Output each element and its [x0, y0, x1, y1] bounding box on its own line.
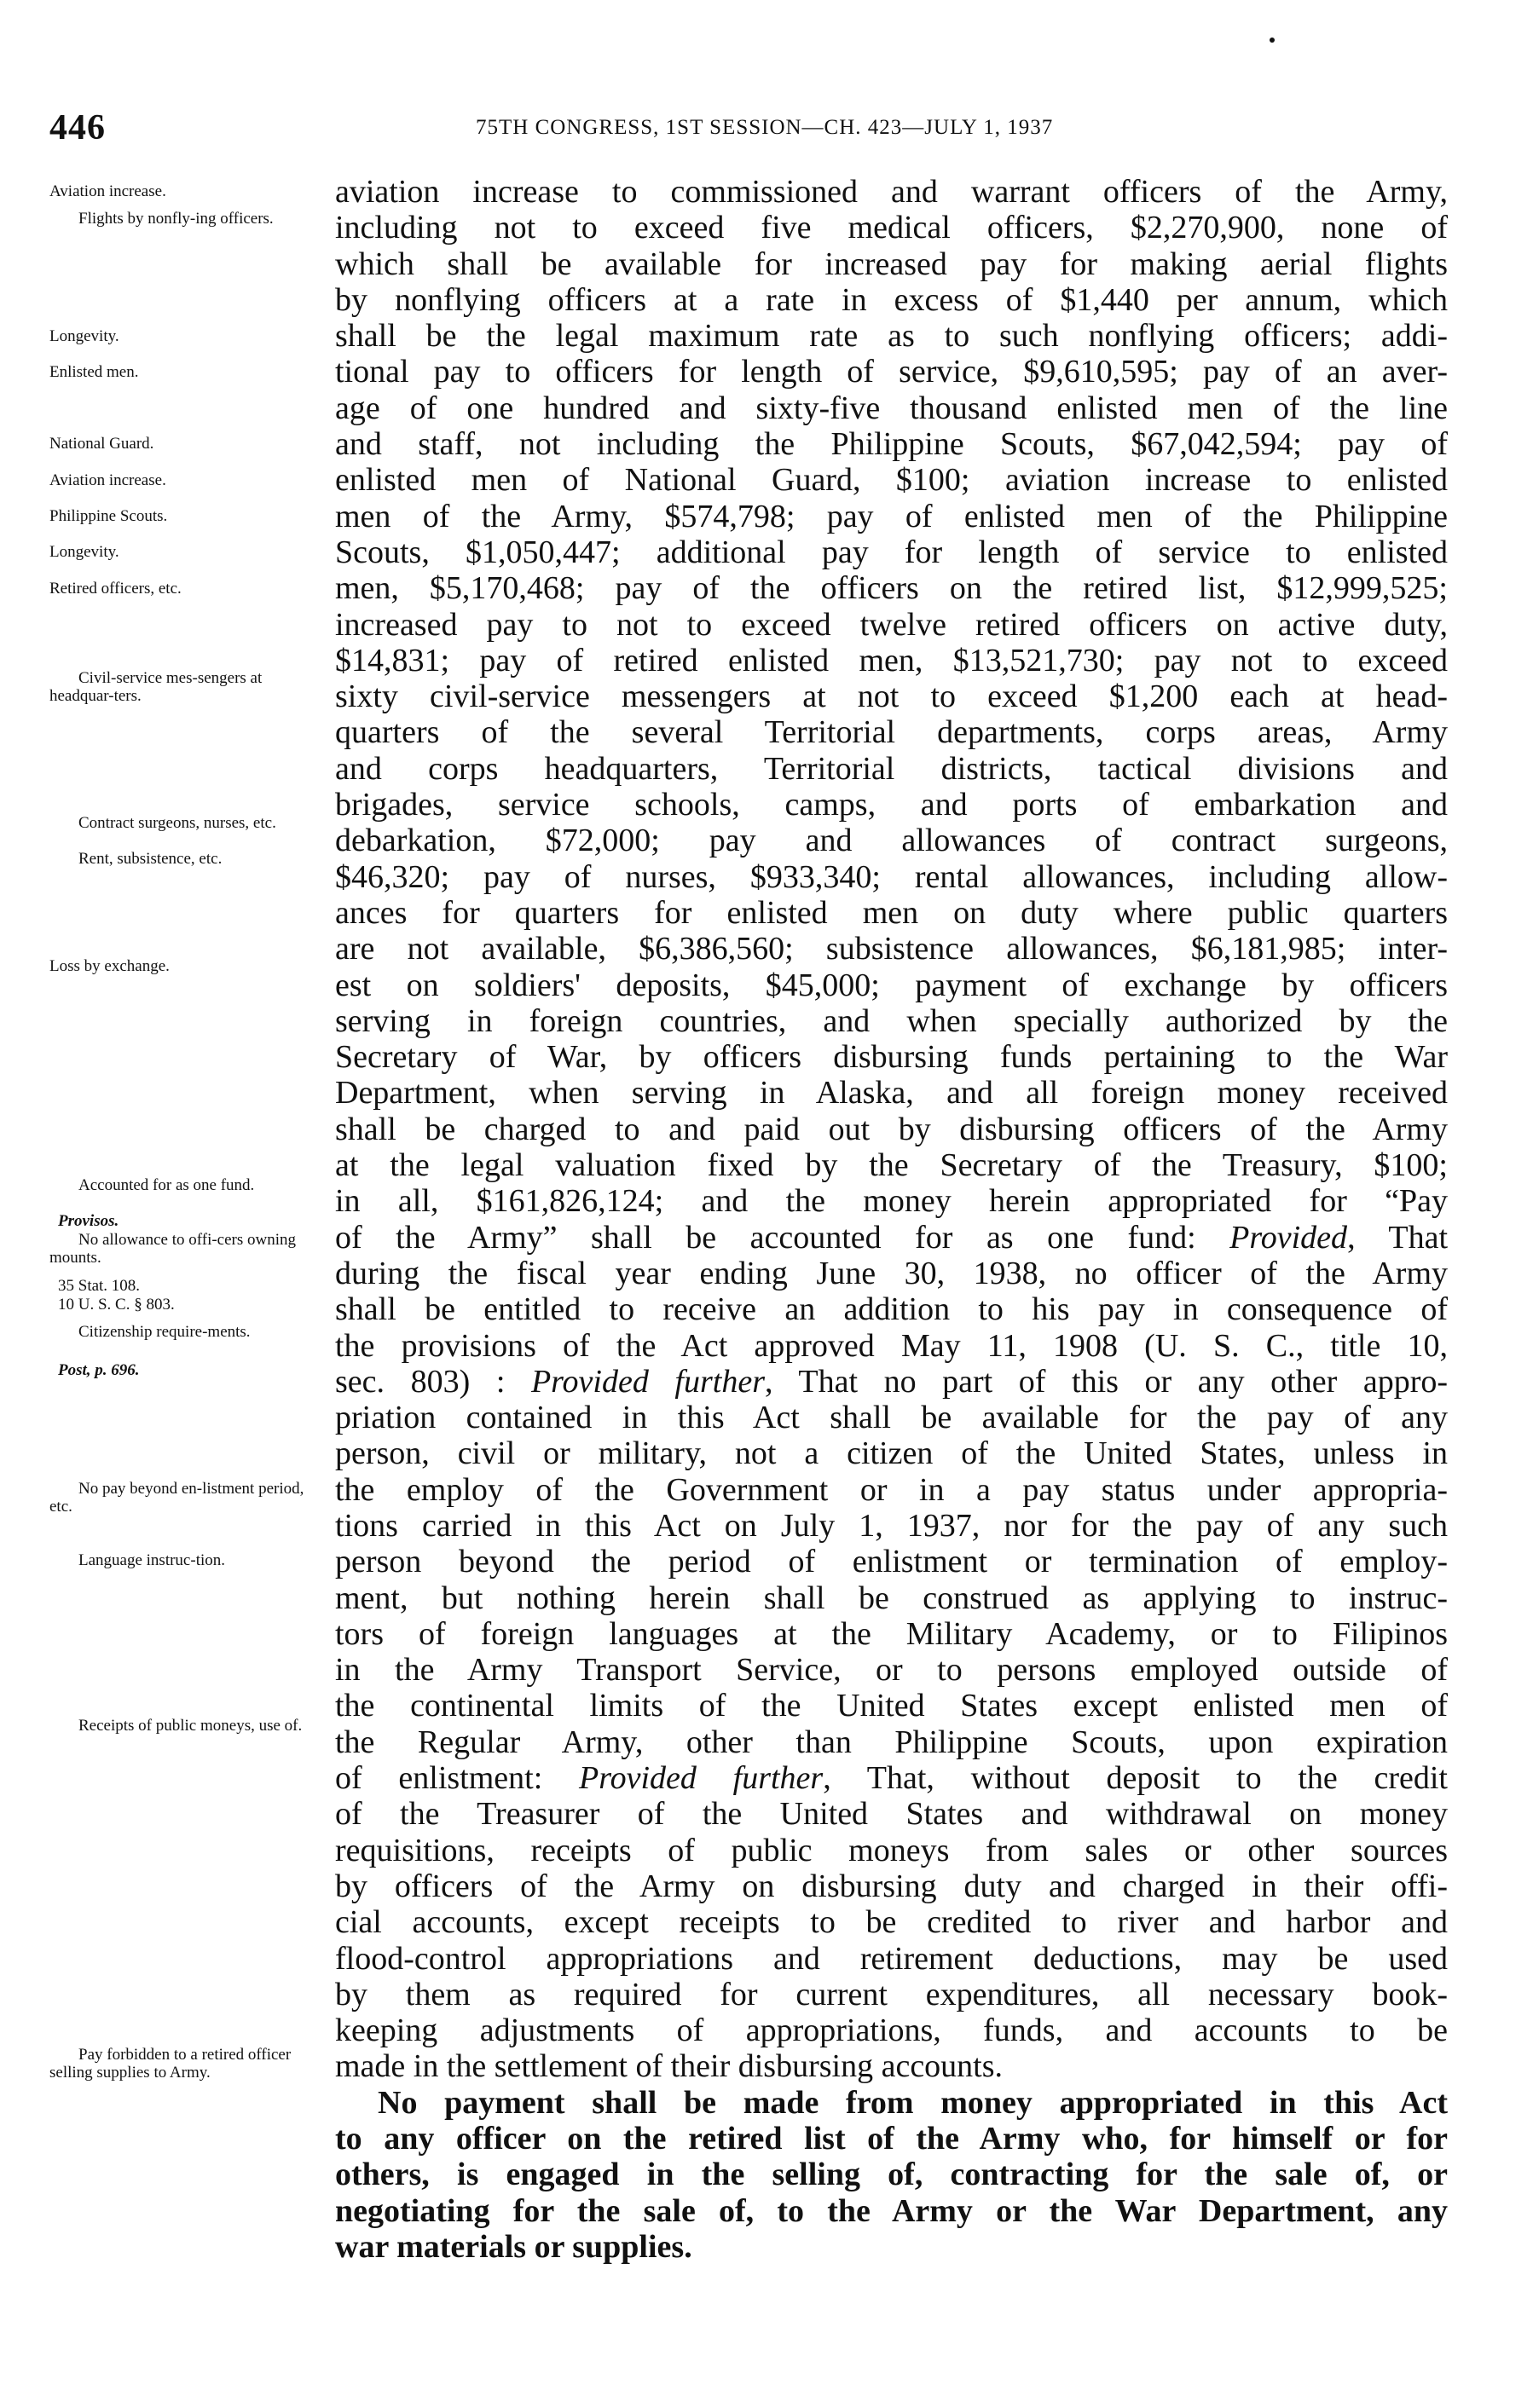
body-line: by them as required for current expenditures, all necessary book-: [335, 1976, 1448, 2012]
body-line: and corps headquarters, Territorial districts, tactical divisions and: [335, 750, 1448, 787]
margin-notes: [49, 0, 322, 2408]
margin-note-longevity: Longevity.: [49, 327, 119, 345]
body-line: to any officer on the retired list of the Army who, for himself or for: [335, 2121, 1448, 2157]
margin-note-national-guard: National Guard.: [49, 435, 154, 453]
body-line: sec. 803) : Provided further, That no part of this or any other appro-: [335, 1363, 1449, 1400]
margin-note-pay-forbidden: Pay forbidden to a retired officer selling supplies to Army.: [49, 2046, 292, 2082]
margin-note-contract-surgeons: Contract surgeons, nurses, etc.: [78, 814, 276, 832]
body-line: Secretary of War, by officers disbursing funds pertaining to the War: [335, 1039, 1448, 1076]
body-line: person, civil or military, not a citizen of the United States, unless in: [335, 1435, 1448, 1472]
body-line: made in the settlement of their disbursing accounts.: [335, 2048, 1004, 2085]
body-line: person beyond the period of enlistment or termination of employ-: [335, 1544, 1448, 1580]
body-line: Department, when serving in Alaska, and all foreign money received: [335, 1075, 1448, 1112]
body-line: shall be entitled to receive an addition to his pay in consequence of: [335, 1291, 1448, 1328]
body-line: of the Treasurer of the United States and withdrawal on money: [335, 1796, 1448, 1833]
body-line: increased pay to not to exceed twelve retired officers on active duty,: [335, 606, 1448, 643]
body-line: ment, but nothing herein shall be construed as applying to instruc-: [335, 1579, 1448, 1616]
margin-note-stat-ref: 35 Stat. 108.: [58, 1277, 141, 1295]
body-line: tional pay to officers for length of service, $9,610,595; pay of an aver-: [335, 354, 1448, 390]
page-number: 446: [49, 108, 106, 147]
body-line: flood-control appropriations and retirement deductions, may be used: [335, 1940, 1448, 1977]
body-line: debarkation, $72,000; pay and allowances of contract surgeons,: [335, 823, 1448, 859]
body-line: the Regular Army, other than Philippine Scouts, upon expiration: [335, 1724, 1448, 1760]
body-line: $14,831; pay of retired enlisted men, $13,521,730; pay not to exceed: [335, 642, 1448, 679]
body-line: age of one hundred and sixty-five thousand enlisted men of the line: [335, 390, 1448, 426]
body-line: priation contained in this Act shall be available for the pay of any: [335, 1400, 1448, 1436]
body-line: of the Army” shall be accounted for as one fund: Provided, That: [335, 1219, 1449, 1256]
body-line: and staff, not including the Philippine Scouts, $67,042,594; pay of: [335, 426, 1448, 463]
margin-note-aviation-increase-2: Aviation increase.: [49, 471, 166, 489]
body-line: during the fiscal year ending June 30, 1938, no officer of the Army: [335, 1255, 1448, 1291]
body-line: which shall be available for increased pay for making aerial flights: [335, 245, 1448, 282]
margin-note-provisos: Provisos.: [58, 1212, 119, 1230]
margin-note-retired-officers: Retired officers, etc.: [49, 580, 182, 598]
body-line: shall be charged to and paid out by disbursing officers of the Army: [335, 1111, 1448, 1147]
body-line: the provisions of the Act approved May 11, 1908 (U. S. C., title 10,: [335, 1327, 1448, 1364]
body-line: No payment shall be made from money appropriated in this Act: [378, 2084, 1448, 2121]
body-line: tors of foreign languages at the Military Academy, or to Filipinos: [335, 1615, 1448, 1652]
margin-note-accounted-one-fund: Accounted for as one fund.: [78, 1176, 255, 1194]
body-line: keeping adjustments of appropriations, funds, and accounts to be: [335, 2012, 1448, 2049]
body-line: $46,320; pay of nurses, $933,340; rental allowances, including allow-: [335, 858, 1448, 895]
margin-note-philippine-scouts: Philippine Scouts.: [49, 507, 168, 525]
margin-note-post-ref: Post, p. 696.: [58, 1361, 140, 1379]
proviso-keyword: Provided: [1229, 1219, 1348, 1256]
body-line: brigades, service schools, camps, and ports of embarkation and: [335, 787, 1448, 823]
body-line: shall be the legal maximum rate as to such nonflying officers; addi-: [335, 318, 1448, 355]
body-line: est on soldiers' deposits, $45,000; payment of exchange by officers: [335, 967, 1448, 1003]
body-line: the continental limits of the United States except enlisted men of: [335, 1688, 1448, 1724]
margin-note-flights-nonflying: Flights by nonfly-ing officers.: [78, 210, 274, 228]
body-line: aviation increase to commissioned and warrant officers of the Army,: [335, 174, 1448, 210]
body-line: are not available, $6,386,560; subsistence allowances, $6,181,985; inter-: [335, 931, 1448, 967]
body-line: by nonflying officers at a rate in excess of $1,440 per annum, which: [335, 281, 1448, 318]
margin-note-citizenship: Citizenship require-ments.: [78, 1323, 251, 1341]
body-line: serving in foreign countries, and when specially authorized by the: [335, 1002, 1448, 1039]
body-line: men, $5,170,468; pay of the officers on the retired list, $12,999,525;: [335, 570, 1448, 607]
body-line: of enlistment: Provided further, That, without deposit to the credit: [335, 1760, 1448, 1797]
proviso-keyword: Provided further: [579, 1760, 824, 1797]
margin-note-receipts-public-moneys: Receipts of public moneys, use of.: [78, 1717, 303, 1735]
running-head: 75TH CONGRESS, 1ST SESSION—CH. 423—JULY 1, 1937: [476, 116, 1054, 139]
body-line: requisitions, receipts of public moneys from sales or other sources: [335, 1832, 1448, 1868]
margin-note-enlisted-men: Enlisted men.: [49, 363, 139, 381]
body-line: men of the Army, $574,798; pay of enlisted men of the Philippine: [335, 498, 1448, 534]
body-line: Scouts, $1,050,447; additional pay for length of service to enlisted: [335, 534, 1448, 570]
body-line: in the Army Transport Service, or to persons employed outside of: [335, 1652, 1448, 1689]
body-line: tions carried in this Act on July 1, 1937, nor for the pay of any such: [335, 1507, 1448, 1544]
margin-note-loss-by-exchange: Loss by exchange.: [49, 957, 170, 975]
body-line: war materials or supplies.: [335, 2228, 692, 2265]
margin-note-civil-service: Civil-service mes-sengers at headquar-ters.: [49, 669, 263, 705]
margin-note-aviation-increase: Aviation increase.: [49, 182, 166, 200]
margin-note-usc-ref: 10 U. S. C. § 803.: [58, 1296, 175, 1314]
margin-note-no-allowance: No allowance to offi-cers owning mounts.: [49, 1231, 297, 1267]
body-line: quarters of the several Territorial departments, corps areas, Army: [335, 714, 1448, 751]
body-line: enlisted men of National Guard, $100; aviation increase to enlisted: [335, 462, 1448, 499]
body-line: including not to exceed five medical officers, $2,270,900, none of: [335, 210, 1448, 246]
body-line: in all, $161,826,124; and the money herein appropriated for “Pay: [335, 1183, 1448, 1220]
body-line: others, is engaged in the selling of, contracting for the sale of, or: [335, 2157, 1448, 2193]
statute-body: [335, 174, 1448, 2265]
stray-mark: [1270, 38, 1275, 43]
margin-note-language-instruction: Language instruc-tion.: [78, 1551, 226, 1569]
margin-note-rent-subsistence: Rent, subsistence, etc.: [78, 850, 223, 868]
proviso-keyword: Provided further: [530, 1363, 765, 1400]
margin-note-no-pay-beyond: No pay beyond en-listment period, etc.: [49, 1480, 304, 1516]
body-line: negotiating for the sale of, to the Army or the War Department, any: [335, 2192, 1448, 2229]
body-line: ances for quarters for enlisted men on duty where public quarters: [335, 894, 1448, 931]
body-line: sixty civil-service messengers at not to exceed $1,200 each at head-: [335, 679, 1448, 715]
body-line: cial accounts, except receipts to be credited to river and harbor and: [335, 1904, 1448, 1941]
body-line: by officers of the Army on disbursing duty and charged in their offi-: [335, 1868, 1448, 1904]
body-line: the employ of the Government or in a pay status under appropria-: [335, 1471, 1448, 1508]
margin-note-longevity-2: Longevity.: [49, 543, 119, 561]
body-line: at the legal valuation fixed by the Secretary of the Treasury, $100;: [335, 1147, 1448, 1184]
